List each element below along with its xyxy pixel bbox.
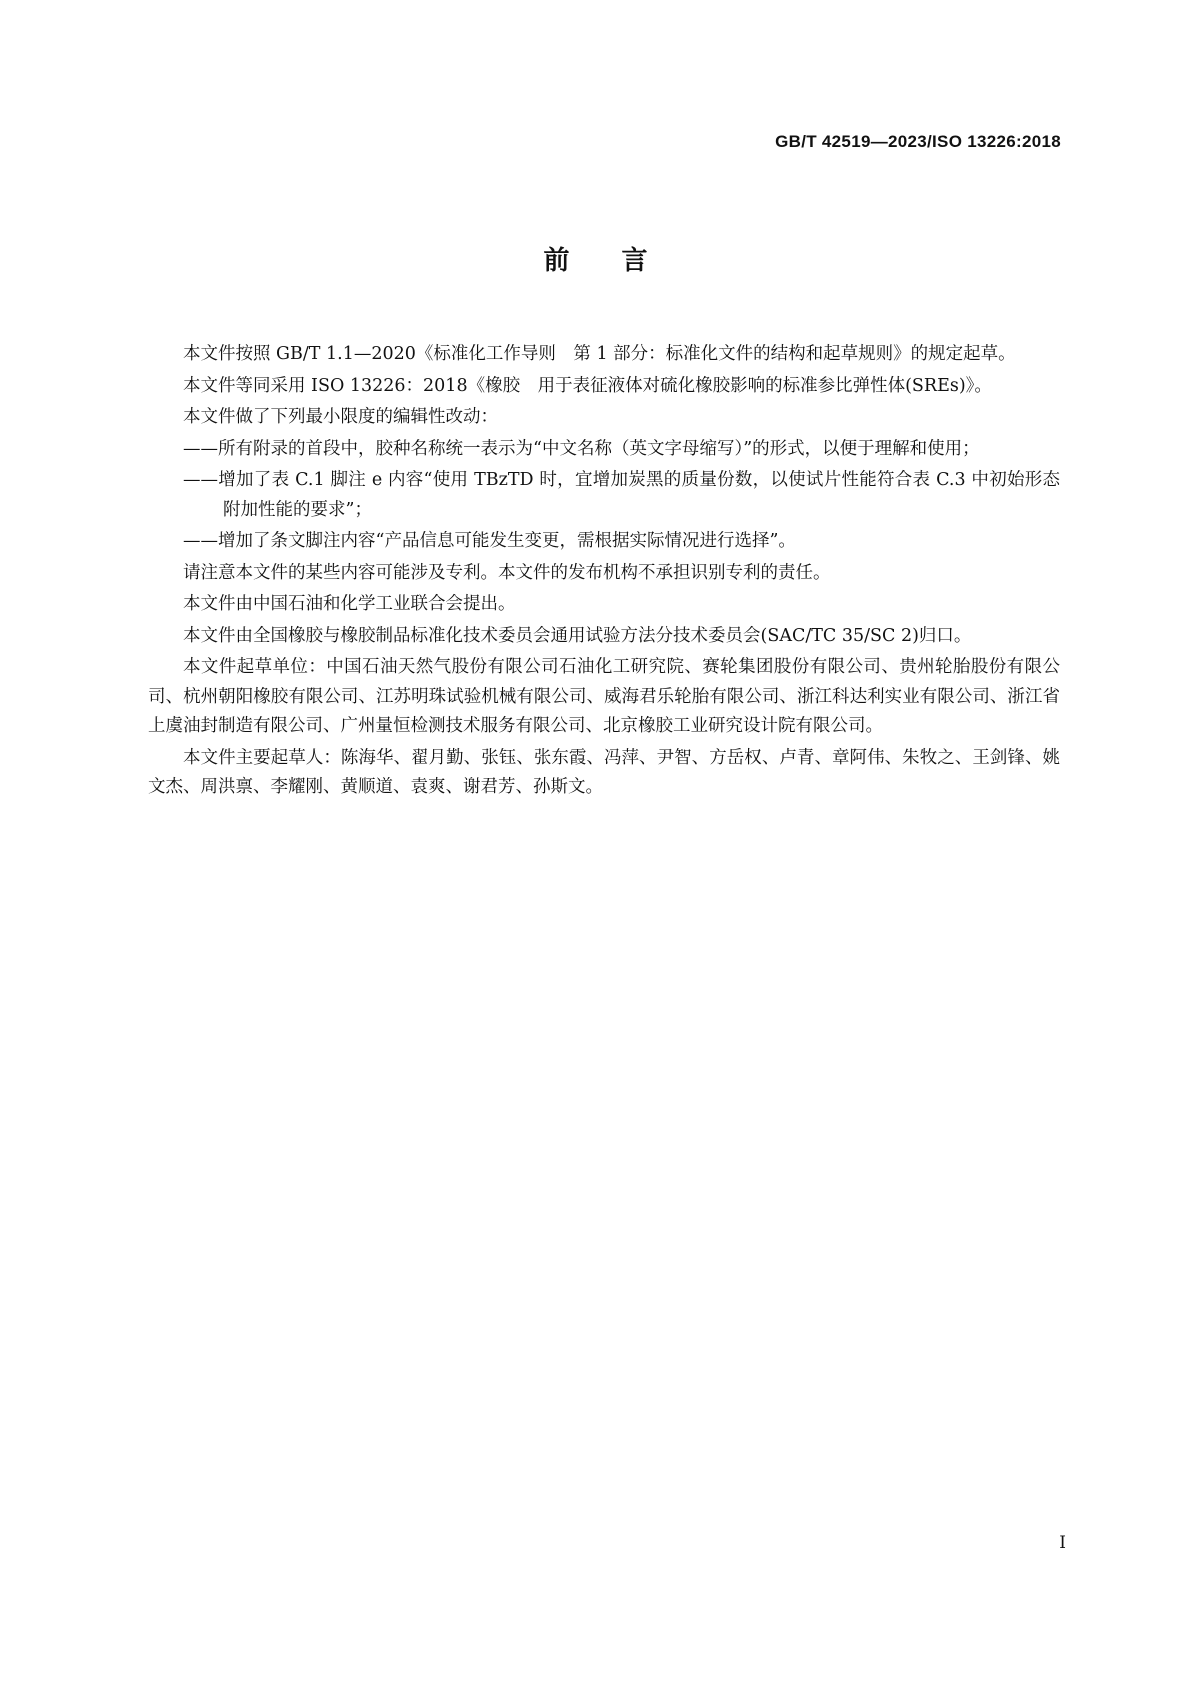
page-number: I — [1059, 1533, 1066, 1553]
paragraph-technical-committee: 本文件由全国橡胶与橡胶制品标准化技术委员会通用试验方法分技术委员会(SAC/TC 35/SC 2)归口。 — [183, 625, 972, 646]
paragraph-adoption: 本文件等同采用 ISO 13226：2018《橡胶 用于表征液体对硫化橡胶影响的标准参比弹性体(SREs)》。 — [183, 375, 992, 396]
paragraph-drafting-basis: 本文件按照 GB/T 1.1—2020《标准化工作导则 第 1 部分：标准化文件的结构和起草规则》的规定起草。 — [183, 344, 1016, 364]
document-body — [148, 340, 1060, 805]
standard-code-header: GB/T 42519—2023/ISO 13226:2018 — [775, 132, 1061, 151]
change-item-annex-names: ——所有附录的首段中，胶种名称统一表示为“中文名称（英文字母缩写）”的形式，以便于理解和使用； — [183, 438, 980, 459]
paragraph-patent-notice: 请注意本文件的某些内容可能涉及专利。本文件的发布机构不承担识别专利的责任。 — [183, 562, 831, 583]
change-item-table-footnote: ——增加了表 C.1 脚注 e 内容“使用 TBzTD 时，宜增加炭黑的质量份数，以使试片性能符合表 C.3 中初始形态附加性能的要求”； — [183, 470, 1060, 520]
paragraph-proposed-by: 本文件由中国石油和化学工业联合会提出。 — [183, 594, 516, 614]
paragraph-drafting-organizations: 本文件起草单位：中国石油天然气股份有限公司石油化工研究院、赛轮集团股份有限公司、贵州轮胎股份有限公司、杭州朝阳橡胶有限公司、江苏明珠试验机械有限公司、威海君乐轮胎有限公司、浙江科达利实业有限公司、浙江省上虞油封制造有限公司、广州量恒检测技术服务有限公司、北京橡胶工业研究设计院有限公司。 — [148, 657, 1060, 736]
paragraph-edits-intro: 本文件做了下列最小限度的编辑性改动： — [183, 407, 498, 427]
paragraph-drafters: 本文件主要起草人：陈海华、翟月勤、张钰、张东霞、冯萍、尹智、方岳权、卢青、章阿伟、朱牧之、王剑锋、姚文杰、周洪禀、李耀刚、黄顺道、袁爽、谢君芳、孙斯文。 — [148, 747, 1060, 797]
change-item-clause-footnote: ——增加了条文脚注内容“产品信息可能发生变更，需根据实际情况进行选择”。 — [183, 531, 796, 551]
page-title: 前言 — [543, 246, 700, 276]
